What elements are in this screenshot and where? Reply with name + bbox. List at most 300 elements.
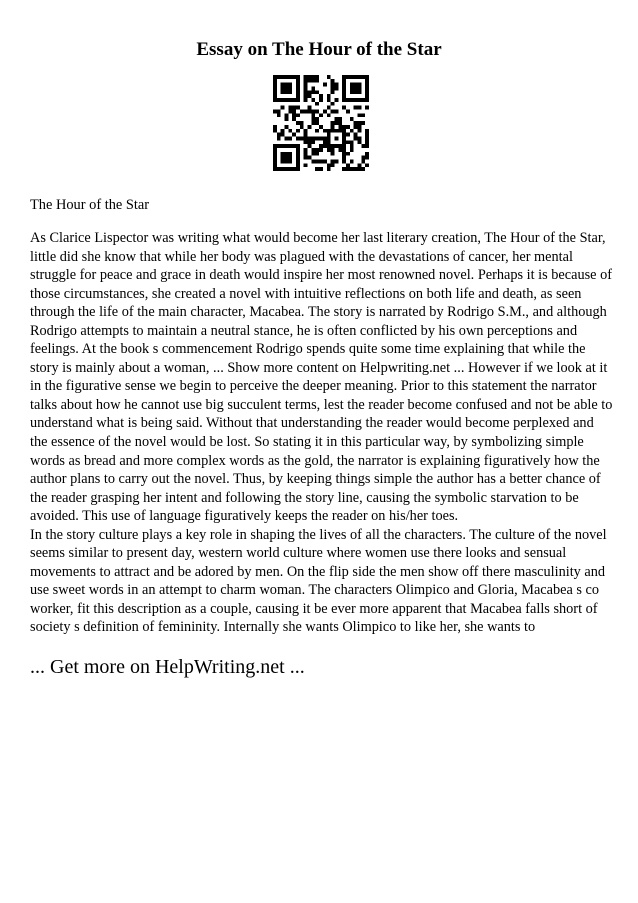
qr-module [331, 163, 335, 167]
qr-module [331, 125, 335, 129]
qr-module [292, 144, 296, 148]
qr-module [357, 140, 361, 144]
qr-module [273, 129, 277, 133]
qr-module [304, 148, 308, 152]
qr-module [338, 121, 342, 125]
qr-module [354, 125, 358, 129]
qr-module [281, 106, 285, 110]
qr-module [296, 129, 300, 133]
qr-module [354, 133, 358, 137]
qr-module [281, 144, 285, 148]
qr-module [296, 75, 300, 79]
qr-module [361, 144, 365, 148]
qr-module [319, 144, 323, 148]
qr-module [285, 152, 289, 156]
qr-module [331, 152, 335, 156]
qr-module [296, 98, 300, 102]
qr-module [273, 98, 277, 102]
qr-module [285, 125, 289, 129]
qr-module [308, 90, 312, 94]
qr-module [331, 144, 335, 148]
qr-module [327, 129, 331, 133]
qr-module [285, 98, 289, 102]
qr-module [361, 75, 365, 79]
qr-module [365, 94, 369, 98]
qr-module [323, 159, 327, 163]
qr-module [361, 98, 365, 102]
qr-module [346, 75, 350, 79]
qr-module [292, 167, 296, 171]
qr-module [288, 129, 292, 133]
qr-module [308, 136, 312, 140]
qr-module [273, 163, 277, 167]
qr-module [315, 129, 319, 133]
qr-module [365, 129, 369, 133]
qr-module [311, 148, 315, 152]
qr-module [338, 148, 342, 152]
qr-module [338, 117, 342, 121]
qr-module [311, 136, 315, 140]
qr-module [365, 163, 369, 167]
qr-module [365, 83, 369, 87]
qr-module [281, 129, 285, 133]
qr-module [319, 125, 323, 129]
qr-module [308, 140, 312, 144]
qr-module [331, 102, 335, 106]
qr-module [319, 94, 323, 98]
qr-module [273, 152, 277, 156]
qr-module [311, 152, 315, 156]
qr-module [334, 159, 338, 163]
qr-module [277, 75, 281, 79]
qr-module [357, 75, 361, 79]
qr-module [331, 121, 335, 125]
qr-module [354, 136, 358, 140]
qr-module [357, 90, 361, 94]
essay-subtitle: The Hour of the Star [30, 197, 150, 213]
qr-module [281, 98, 285, 102]
qr-module [365, 106, 369, 110]
qr-module [308, 125, 312, 129]
qr-module [323, 136, 327, 140]
qr-module [323, 144, 327, 148]
qr-module [354, 167, 358, 171]
qr-module [323, 83, 327, 87]
page-title: Essay on The Hour of the Star [196, 39, 442, 60]
qr-module [334, 98, 338, 102]
qr-module [357, 129, 361, 133]
qr-module [296, 163, 300, 167]
qr-module [273, 87, 277, 91]
qr-module [350, 98, 354, 102]
qr-module [350, 87, 354, 91]
qr-module [327, 94, 331, 98]
qr-module [342, 87, 346, 91]
qr-module [350, 75, 354, 79]
essay-body [30, 229, 614, 637]
qr-module [342, 156, 346, 160]
qr-module [296, 106, 300, 110]
qr-module [285, 113, 289, 117]
qr-module [304, 110, 308, 114]
qr-module [311, 140, 315, 144]
qr-module [304, 133, 308, 137]
qr-module [319, 136, 323, 140]
qr-module [342, 125, 346, 129]
qr-module [308, 144, 312, 148]
qr-module [281, 87, 285, 91]
get-more-link[interactable]: ... Get more on HelpWriting.net ... [30, 656, 305, 678]
qr-module [357, 167, 361, 171]
qr-module [273, 110, 277, 114]
qr-module [342, 75, 346, 79]
qr-module [288, 136, 292, 140]
qr-module [277, 167, 281, 171]
qr-module [331, 83, 335, 87]
qr-module [292, 98, 296, 102]
qr-module [342, 140, 346, 144]
qr-module [296, 90, 300, 94]
qr-module [334, 129, 338, 133]
qr-module [288, 110, 292, 114]
qr-module [304, 83, 308, 87]
qr-module [308, 156, 312, 160]
qr-module [354, 106, 358, 110]
qr-module [315, 117, 319, 121]
qr-module [357, 113, 361, 117]
qr-module [292, 117, 296, 121]
qr-module [365, 133, 369, 137]
qr-module [365, 144, 369, 148]
qr-module [327, 144, 331, 148]
qr-module [273, 90, 277, 94]
qr-code-graphic [273, 75, 369, 171]
qr-module [296, 87, 300, 91]
qr-module [342, 148, 346, 152]
qr-module [365, 75, 369, 79]
qr-module [331, 110, 335, 114]
qr-module [304, 140, 308, 144]
qr-module [357, 87, 361, 91]
qr-module [327, 140, 331, 144]
qr-module [357, 163, 361, 167]
qr-module [354, 75, 358, 79]
qr-module [292, 110, 296, 114]
qr-module [285, 83, 289, 87]
qr-module [365, 79, 369, 83]
qr-module [350, 148, 354, 152]
qr-module [346, 133, 350, 137]
qr-module [315, 136, 319, 140]
qr-module [334, 121, 338, 125]
qr-module [354, 87, 358, 91]
qr-module [334, 144, 338, 148]
qr-module [342, 136, 346, 140]
qr-module [361, 167, 365, 171]
qr-module [331, 90, 335, 94]
qr-module [296, 167, 300, 171]
qr-module [277, 113, 281, 117]
qr-module [304, 129, 308, 133]
qr-module [311, 159, 315, 163]
qr-module [288, 98, 292, 102]
qr-module [304, 152, 308, 156]
qr-module [288, 83, 292, 87]
qr-module [365, 156, 369, 160]
qr-module [288, 144, 292, 148]
qr-module [342, 83, 346, 87]
qr-module [308, 106, 312, 110]
qr-module [273, 75, 277, 79]
qr-module [288, 167, 292, 171]
qr-module [327, 75, 331, 79]
qr-module [296, 113, 300, 117]
qr-module [350, 159, 354, 163]
qr-module [350, 140, 354, 144]
qr-module [277, 133, 281, 137]
qr-module [281, 90, 285, 94]
qr-module [361, 121, 365, 125]
qr-module [308, 79, 312, 83]
qr-module [334, 117, 338, 121]
qr-module [304, 163, 308, 167]
qr-module [319, 98, 323, 102]
qr-module [354, 121, 358, 125]
qr-module [346, 110, 350, 114]
qr-module [277, 98, 281, 102]
qr-module [288, 152, 292, 156]
qr-module [285, 144, 289, 148]
qr-module [288, 106, 292, 110]
qr-module [365, 87, 369, 91]
qr-module [315, 90, 319, 94]
qr-module [308, 94, 312, 98]
qr-module [311, 79, 315, 83]
qr-module [338, 125, 342, 129]
qr-module [296, 121, 300, 125]
qr-module [315, 148, 319, 152]
qr-module [361, 156, 365, 160]
qr-module [285, 75, 289, 79]
qr-module [334, 87, 338, 91]
qr-module [285, 167, 289, 171]
qr-module [350, 144, 354, 148]
qr-module [350, 83, 354, 87]
qr-module [319, 167, 323, 171]
qr-module [304, 79, 308, 83]
qr-module [334, 110, 338, 114]
qr-module [319, 113, 323, 117]
qr-code-icon [273, 75, 369, 171]
qr-module [323, 110, 327, 114]
qr-module [308, 110, 312, 114]
qr-module [315, 102, 319, 106]
qr-module [365, 152, 369, 156]
qr-module [288, 159, 292, 163]
qr-module [327, 133, 331, 137]
qr-module [311, 90, 315, 94]
qr-module [354, 83, 358, 87]
qr-module [311, 117, 315, 121]
qr-module [342, 144, 346, 148]
qr-module [342, 152, 346, 156]
qr-module [319, 159, 323, 163]
qr-module [365, 140, 369, 144]
qr-module [323, 129, 327, 133]
qr-module [311, 87, 315, 91]
qr-module [311, 121, 315, 125]
qr-module [315, 75, 319, 79]
qr-module [342, 133, 346, 137]
qr-module [277, 136, 281, 140]
qr-module [331, 148, 335, 152]
qr-module [342, 90, 346, 94]
qr-module [327, 136, 331, 140]
qr-module [311, 98, 315, 102]
qr-module [346, 125, 350, 129]
qr-module [342, 167, 346, 171]
qr-module [342, 94, 346, 98]
qr-module [273, 148, 277, 152]
qr-module [300, 121, 304, 125]
qr-module [273, 79, 277, 83]
qr-module [285, 90, 289, 94]
qr-module [342, 129, 346, 133]
qr-module [357, 106, 361, 110]
qr-module [327, 113, 331, 117]
qr-module [342, 106, 346, 110]
qr-module [285, 159, 289, 163]
qr-module [331, 87, 335, 91]
qr-module [273, 125, 277, 129]
qr-module [342, 98, 346, 102]
qr-module [327, 148, 331, 152]
qr-module [315, 167, 319, 171]
qr-module [319, 148, 323, 152]
qr-module [311, 75, 315, 79]
qr-module [296, 83, 300, 87]
qr-module [327, 98, 331, 102]
essay-paragraph-2: In the story culture plays a key role in shaping the lives of all the characters. The culture of the novel seems similar to present day, western world culture where women use there looks and sensual movements to attract and be adored by men. On the flip side the men show off there masculinity and use sweet words in an attempt to charm woman. The characters Olimpico and Gloria, Macabea s co worker, fit this description as a couple, causing it be ever more apparent that Macabea falls short of society s definition of femininity. Internally she wants Olimpico to like her, she wants to [30, 526, 607, 636]
qr-module [273, 156, 277, 160]
qr-module [342, 159, 346, 163]
qr-module [300, 110, 304, 114]
qr-module [331, 159, 335, 163]
qr-module [296, 159, 300, 163]
qr-module [346, 140, 350, 144]
qr-module [285, 136, 289, 140]
qr-module [361, 113, 365, 117]
qr-module [311, 110, 315, 114]
qr-module [350, 129, 354, 133]
qr-module [311, 113, 315, 117]
qr-module [346, 98, 350, 102]
qr-module [338, 144, 342, 148]
qr-module [281, 167, 285, 171]
qr-module [296, 94, 300, 98]
qr-module [346, 163, 350, 167]
qr-module [327, 163, 331, 167]
qr-module [292, 133, 296, 137]
qr-module [281, 156, 285, 160]
qr-module [350, 90, 354, 94]
qr-module [334, 83, 338, 87]
qr-module [338, 129, 342, 133]
qr-module [285, 87, 289, 91]
qr-module [357, 136, 361, 140]
qr-module [327, 167, 331, 171]
qr-module [292, 75, 296, 79]
qr-module [288, 90, 292, 94]
qr-module [281, 133, 285, 137]
qr-module [296, 148, 300, 152]
qr-module [304, 87, 308, 91]
qr-module [277, 110, 281, 114]
qr-module [288, 87, 292, 91]
qr-module [315, 79, 319, 83]
qr-module [357, 98, 361, 102]
qr-module [281, 152, 285, 156]
qr-module [357, 125, 361, 129]
qr-module [304, 136, 308, 140]
qr-module [315, 152, 319, 156]
qr-module [327, 106, 331, 110]
qr-module [296, 156, 300, 160]
qr-module [365, 90, 369, 94]
qr-module [296, 152, 300, 156]
qr-module [304, 75, 308, 79]
qr-module [342, 79, 346, 83]
qr-module [300, 136, 304, 140]
qr-module [331, 79, 335, 83]
qr-module [296, 136, 300, 140]
qr-module [304, 156, 308, 160]
qr-module [304, 94, 308, 98]
qr-module [277, 144, 281, 148]
qr-module [288, 75, 292, 79]
qr-module [354, 90, 358, 94]
qr-module [365, 136, 369, 140]
essay-paragraph-1: As Clarice Lispector was writing what would become her last literary creation, The Hour of the Star, little did she know that while her body was plagued with the devastations of cancer, her mental struggle for peace and grace in death would inspire her most renowned novel. Perhaps it is because of those circumstances, she created a novel with intuitive reflections on both life and death, as seen through the life of the main character, Macabea. The story is narrated by Rodrigo S.M., and although Rodrigo attempts to maintain a neutral stance, he is often conflicted by his own perceptions and feelings. At the book s commencement Rodrigo spends quite some time explaining that while the story is mainly about a woman, ... Show more content on Helpwriting.net ... However if we look at it in the figurative sense we begin to perceive the deeper meaning. Prior to this statement the narrator talks about how he cannot use big succulent terms, lest the reader become confused and not be able to understand what is being said. Without that understanding the reader would become perplexed and the essence of the novel would be lost. So stating it in this particular way, by symbolizing simple words as bread and more complex words as the gold, the narrator is explaining figuratively how the author plans to carry out the novel. Thus, by keeping things simple the author has a better chance of the reader grasping her intent and following the story line, causing the symbolic starvation to be avoided. This use of language figuratively keeps the reader on his/her toes. [30, 230, 613, 525]
qr-module [361, 159, 365, 163]
qr-module [304, 98, 308, 102]
qr-module [365, 98, 369, 102]
qr-module [350, 117, 354, 121]
qr-module [315, 159, 319, 163]
qr-module [273, 167, 277, 171]
qr-module [273, 94, 277, 98]
qr-module [285, 156, 289, 160]
qr-module [357, 83, 361, 87]
qr-module [273, 83, 277, 87]
qr-module [354, 98, 358, 102]
qr-module [323, 140, 327, 144]
qr-module [331, 129, 335, 133]
qr-module [315, 110, 319, 114]
qr-module [281, 83, 285, 87]
qr-module [300, 125, 304, 129]
qr-module [308, 75, 312, 79]
qr-module [281, 159, 285, 163]
qr-module [285, 117, 289, 121]
qr-module [273, 144, 277, 148]
qr-module [346, 167, 350, 171]
qr-module [296, 79, 300, 83]
qr-module [296, 144, 300, 148]
qr-module [292, 106, 296, 110]
qr-module [334, 136, 338, 140]
qr-module [357, 121, 361, 125]
